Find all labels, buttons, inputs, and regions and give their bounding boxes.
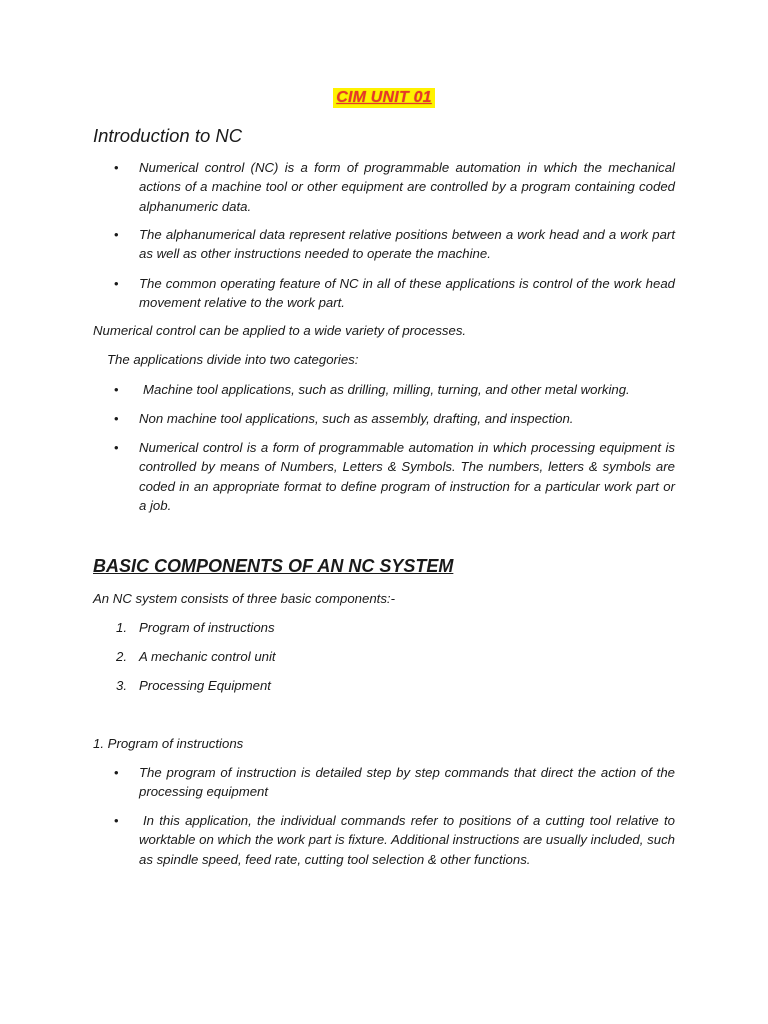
list-number: 1. <box>116 620 127 635</box>
intro-bullet-1: Numerical control (NC) is a form of programmable automation in which the mechanical actions of a machine tool or other equipment are controlled by a program containing coded alphanumeric data. <box>139 160 675 214</box>
bullet-marker: • <box>114 227 119 242</box>
component-item-3: Processing Equipment <box>139 678 271 693</box>
bullet-marker: • <box>114 411 119 426</box>
intro-paragraph-1: Numerical control can be applied to a wide variety of processes. <box>93 323 467 338</box>
app-bullet-2: Non machine tool applications, such as assembly, drafting, and inspection. <box>139 411 574 426</box>
bullet-marker: • <box>114 160 119 175</box>
app-bullet-3: Numerical control is a form of programmable automation in which processing equipment is controlled by means of Numbers, Letters & Symbols. The numbers, letters & symbols are coded in an appropriate format to define program of instruction for a particular work part or a job. <box>139 440 675 514</box>
bullet-marker: • <box>114 382 119 397</box>
program-bullet-2: In this application, the individual commands refer to positions of a cutting tool relative to worktable on which the work part is fixture. Additional instructions are usually included, such as spindle speed, feed rate, cutting tool selection & other functions. <box>139 813 675 867</box>
bullet-marker: • <box>114 276 119 291</box>
component-item-1: Program of instructions <box>139 620 275 635</box>
program-bullet-1: The program of instruction is detailed step by step commands that direct the action of the processing equipment <box>139 765 675 800</box>
program-heading: 1. Program of instructions <box>93 736 244 751</box>
components-heading: BASIC COMPONENTS OF AN NC SYSTEM <box>93 556 454 576</box>
intro-heading: Introduction to NC <box>93 125 243 146</box>
list-number: 3. <box>116 678 127 693</box>
document-title: CIM UNIT 01 <box>0 88 768 108</box>
bullet-marker: • <box>114 765 119 780</box>
intro-paragraph-2: The applications divide into two categories: <box>107 352 359 367</box>
intro-bullet-2: The alphanumerical data represent relative positions between a work head and a work part as well as other instructions needed to operate the machine. <box>139 227 675 262</box>
intro-bullet-3: The common operating feature of NC in all of these applications is control of the work head movement relative to the work part. <box>139 276 675 311</box>
bullet-marker: • <box>114 813 119 828</box>
component-item-2: A mechanic control unit <box>139 649 276 664</box>
list-number: 2. <box>116 649 127 664</box>
app-bullet-1: Machine tool applications, such as drilling, milling, turning, and other metal working. <box>143 382 630 397</box>
bullet-marker: • <box>114 440 119 455</box>
components-intro: An NC system consists of three basic components:- <box>93 591 395 606</box>
